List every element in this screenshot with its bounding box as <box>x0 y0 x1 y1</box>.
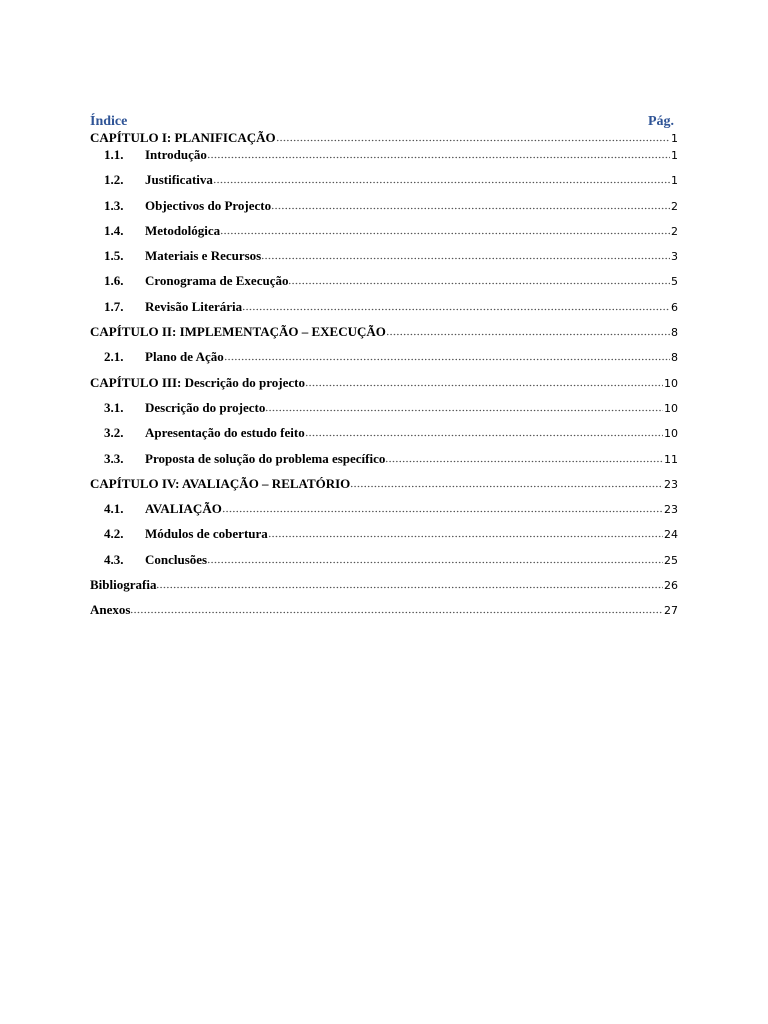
toc-entry-page-number: 10 <box>664 427 678 441</box>
toc-entry-number: 4.1. <box>104 501 124 517</box>
toc-entry-title: Justificativa <box>145 172 213 188</box>
toc-entry-page-number: 23 <box>664 477 678 491</box>
toc-entry-title: Conclusões <box>145 551 208 567</box>
toc-entry-page-number: 23 <box>664 503 678 517</box>
toc-chapter-entry[interactable] <box>90 375 678 400</box>
toc-entry-page-number: 10 <box>664 376 678 390</box>
toc-dot-leader <box>242 301 670 311</box>
toc-dot-leader <box>350 478 663 488</box>
toc-entry-page-number: 2 <box>671 199 678 213</box>
toc-page-label: Pág. <box>647 114 674 129</box>
toc-section-entry[interactable] <box>90 198 678 223</box>
toc-entry-number: 2.1. <box>104 349 124 365</box>
toc-dot-leader <box>276 132 670 142</box>
toc-entry-title: Objectivos do Projecto <box>145 197 272 213</box>
toc-entry-page-number: 10 <box>664 401 678 415</box>
toc-dot-leader <box>156 579 663 589</box>
toc-entry-number: 1.2. <box>104 172 124 188</box>
toc-entry-page-number: 25 <box>664 553 678 567</box>
toc-entry-title: Anexos <box>90 602 131 618</box>
toc-entry-number: 4.2. <box>104 526 124 542</box>
toc-entry-number: 1.5. <box>104 248 124 264</box>
toc-entry-title: Bibliografia <box>90 577 157 593</box>
toc-section-entry[interactable] <box>90 526 678 551</box>
toc-dot-leader <box>220 225 670 235</box>
toc-section-entry[interactable] <box>90 299 678 324</box>
toc-entry-number: 3.3. <box>104 450 124 466</box>
toc-entry-title: CAPÍTULO II: IMPLEMENTAÇÃO – EXECUÇÃO <box>90 324 386 340</box>
toc-entry-title: Introdução <box>145 147 207 162</box>
toc-entry-number: 3.1. <box>104 399 124 415</box>
toc-entry-number: 3.2. <box>104 425 124 441</box>
toc-entry-number: 1.6. <box>104 273 124 289</box>
toc-entry-page-number: 6 <box>671 300 678 314</box>
toc-chapter-entry[interactable] <box>90 602 678 627</box>
toc-dot-leader <box>386 326 670 336</box>
toc-section-entry[interactable] <box>90 248 678 273</box>
toc-entry-page-number: 1 <box>671 174 678 188</box>
toc-heading: Índice <box>90 114 128 129</box>
toc-entry-number: 1.1. <box>104 147 124 162</box>
document-page <box>90 108 678 628</box>
toc-entry-page-number: 24 <box>664 528 678 542</box>
toc-dot-leader <box>305 427 663 437</box>
toc-dot-leader <box>385 453 663 463</box>
toc-header <box>90 108 678 130</box>
toc-entry-page-number: 8 <box>671 351 678 365</box>
toc-chapter-entry[interactable] <box>90 324 678 349</box>
toc-chapter-entry[interactable] <box>90 476 678 501</box>
toc-dot-leader <box>207 149 670 159</box>
toc-section-entry[interactable] <box>90 273 678 298</box>
toc-dot-leader <box>222 503 663 513</box>
toc-entry-number: 4.3. <box>104 551 124 567</box>
toc-section-entry[interactable] <box>90 501 678 526</box>
toc-entry-title: Metodológica <box>145 222 221 238</box>
toc-entry-title: Descrição do projecto <box>145 399 266 415</box>
toc-section-entry[interactable] <box>90 349 678 374</box>
toc-section-entry[interactable] <box>90 552 678 577</box>
toc-dot-leader <box>261 250 670 260</box>
toc-entry-number: 1.4. <box>104 222 124 238</box>
toc-entry-title: Revisão Literária <box>145 298 243 314</box>
toc-entry-page-number: 5 <box>671 275 678 289</box>
toc-dot-leader <box>207 554 663 564</box>
toc-entry-title: Módulos de cobertura <box>145 526 268 542</box>
toc-entry-title: Materiais e Recursos <box>145 248 262 264</box>
toc-entry-page-number: 2 <box>671 224 678 238</box>
toc-section-entry[interactable] <box>90 425 678 450</box>
toc-dot-leader <box>265 402 663 412</box>
toc-entry-page-number: 1 <box>671 149 678 162</box>
toc-section-entry[interactable] <box>90 223 678 248</box>
toc-entry-page-number: 26 <box>664 579 678 593</box>
toc-section-entry[interactable] <box>90 400 678 425</box>
toc-dot-leader <box>213 174 670 184</box>
toc-entry-number: 1.3. <box>104 197 124 213</box>
toc-section-entry[interactable] <box>90 451 678 476</box>
toc-entry-title: Apresentação do estudo feito <box>145 425 305 441</box>
toc-chapter-entry[interactable] <box>90 130 678 147</box>
toc-entry-title: CAPÍTULO IV: AVALIAÇÃO – RELATÓRIO <box>90 475 351 491</box>
toc-section-entry[interactable] <box>90 147 678 172</box>
toc-dot-leader <box>305 377 663 387</box>
toc-entry-title: AVALIAÇÃO <box>145 501 222 517</box>
table-of-contents <box>90 130 678 628</box>
toc-entry-page-number: 11 <box>664 452 678 466</box>
toc-dot-leader <box>224 351 670 361</box>
toc-dot-leader <box>268 528 663 538</box>
toc-entry-page-number: 3 <box>671 250 678 264</box>
toc-section-entry[interactable] <box>90 172 678 197</box>
toc-entry-page-number: 27 <box>664 604 678 618</box>
toc-dot-leader <box>288 275 670 285</box>
toc-dot-leader <box>271 200 670 210</box>
toc-entry-title: Plano de Ação <box>145 349 224 365</box>
toc-entry-title: Proposta de solução do problema específico <box>145 450 386 466</box>
toc-entry-title: CAPÍTULO III: Descrição do projecto <box>90 374 305 390</box>
toc-entry-title: Cronograma de Execução <box>145 273 289 289</box>
toc-chapter-entry[interactable] <box>90 577 678 602</box>
toc-entry-page-number: 8 <box>671 326 678 340</box>
toc-entry-page-number: 1 <box>671 132 678 145</box>
toc-entry-number: 1.7. <box>104 298 124 314</box>
toc-entry-title: CAPÍTULO I: PLANIFICAÇÃO <box>90 130 276 145</box>
toc-dot-leader <box>130 604 663 614</box>
